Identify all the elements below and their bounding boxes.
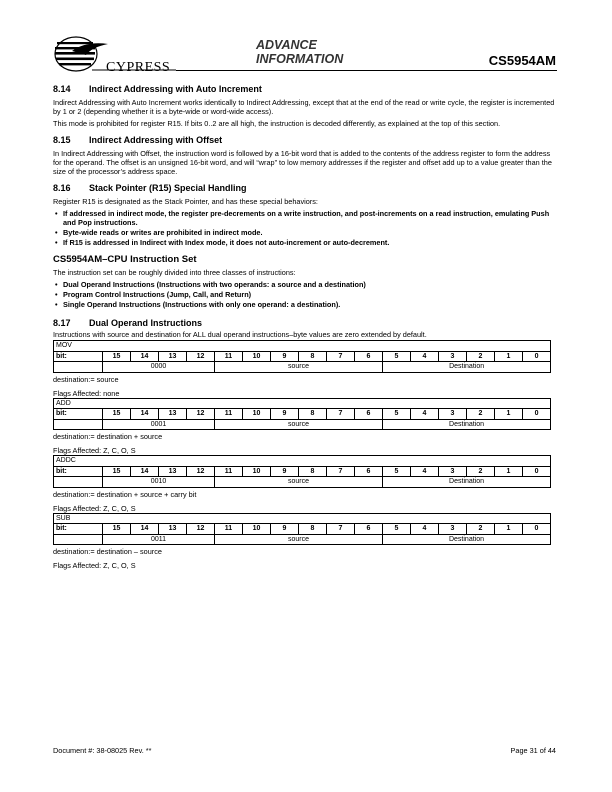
section-number: 8.16: [53, 183, 71, 193]
bit-number: 6: [355, 409, 383, 420]
bit-number: 14: [131, 409, 159, 420]
header-rule: [176, 70, 557, 71]
bit-number: 11: [215, 524, 243, 535]
bit-number: 10: [243, 466, 271, 477]
flags-affected: Flags Affected: Z, C, O, S: [53, 446, 136, 455]
bit-number: 15: [103, 524, 131, 535]
bit-number: 12: [187, 351, 215, 362]
bit-number: 12: [187, 466, 215, 477]
opcode-field: 0010: [103, 477, 215, 488]
advance-line-1: ADVANCE: [256, 38, 317, 52]
list-item: • Dual Operand Instructions (Instructions with two operands: a source and a destination): [53, 280, 559, 289]
section-heading: CS5954AM–CPU Instruction Set: [53, 254, 197, 265]
opcode-field: 0011: [103, 534, 215, 545]
instruction-table: [53, 513, 551, 546]
bit-number: 5: [383, 409, 411, 420]
bit-number: 13: [159, 409, 187, 420]
bit-number: 10: [243, 409, 271, 420]
paragraph: Instructions with source and destination for ALL dual operand instructions–byte values are zero extended by default.: [53, 330, 427, 339]
paragraph: In Indirect Addressing with Offset, the instruction word is followed by a 16-bit word that is added to the contents of the address register to form the address for the operand. The offset is an unsigned 16-bit word, and will “wrap” to low memory addresses if the register and offset add up to a value greater than the size of the processor’s address space.: [53, 149, 552, 176]
bit-number: 5: [383, 351, 411, 362]
bit-number: 9: [271, 351, 299, 362]
bit-label: bit:: [54, 409, 103, 420]
instruction-operation: destination:= destination – source: [53, 547, 162, 556]
bit-number: 1: [495, 466, 523, 477]
document-number: Document #: 38-08025 Rev. **: [53, 746, 152, 755]
flags-affected: Flags Affected: Z, C, O, S: [53, 503, 136, 513]
advance-information-label: [256, 38, 343, 66]
section-number: 8.17: [53, 318, 71, 328]
list-item: • Single Operand Instructions (Instructions with only one operand: a destination).: [53, 300, 559, 309]
bit-number: 14: [131, 351, 159, 362]
section-heading: [53, 318, 559, 329]
section-title: Stack Pointer (R15) Special Handling: [89, 183, 247, 193]
bit-number: 0: [523, 524, 551, 535]
bit-number: 12: [187, 524, 215, 535]
instruction-mnemonic: SUB: [54, 513, 551, 524]
destination-field: Destination: [383, 534, 551, 545]
bit-number: 3: [439, 524, 467, 535]
instruction-mnemonic: ADD: [54, 398, 551, 409]
bit-number: 10: [243, 524, 271, 535]
bit-number: 15: [103, 466, 131, 477]
bit-number: 7: [327, 524, 355, 535]
section-title: Dual Operand Instructions: [89, 318, 203, 328]
instruction-table: [53, 455, 551, 488]
bit-number: 2: [467, 466, 495, 477]
bit-number: 7: [327, 409, 355, 420]
bit-number: 15: [103, 351, 131, 362]
bit-number: 11: [215, 409, 243, 420]
destination-field: Destination: [383, 477, 551, 488]
paragraph: Register R15 is designated as the Stack Pointer, and has these special behaviors:: [53, 197, 318, 206]
section-title: Indirect Addressing with Offset: [89, 135, 223, 145]
paragraph: The instruction set can be roughly divided into three classes of instructions:: [53, 268, 296, 277]
bit-number: 14: [131, 466, 159, 477]
bit-label: bit:: [54, 524, 103, 535]
bit-number: 10: [243, 351, 271, 362]
bit-number: 6: [355, 351, 383, 362]
bit-number: 3: [439, 466, 467, 477]
destination-field: Destination: [383, 419, 551, 430]
section-title: Indirect Addressing with Auto Increment: [89, 84, 262, 94]
bit-number: 15: [103, 409, 131, 420]
page-number: Page 31 of 44: [510, 746, 556, 755]
empty-cell: [54, 362, 103, 373]
instruction-table: [53, 340, 551, 373]
destination-field: Destination: [383, 362, 551, 373]
bit-number: 13: [159, 466, 187, 477]
section-heading: [53, 135, 559, 146]
section-number: 8.15: [53, 135, 71, 145]
bit-number: 5: [383, 466, 411, 477]
bit-number: 9: [271, 409, 299, 420]
bit-number: 2: [467, 524, 495, 535]
bit-number: 8: [299, 351, 327, 362]
list-item: • Program Control Instructions (Jump, Call, and Return): [53, 290, 559, 299]
bullet-list: [53, 280, 559, 309]
bit-number: 4: [411, 524, 439, 535]
bit-number: 0: [523, 466, 551, 477]
empty-cell: [54, 419, 103, 430]
bit-number: 2: [467, 351, 495, 362]
instruction-operation: destination:= source: [53, 374, 119, 384]
list-item: • If R15 is addressed in Indirect with Index mode, it does not auto-increment or auto-decrement.: [53, 238, 559, 247]
bit-number: 1: [495, 409, 523, 420]
bit-number: 11: [215, 466, 243, 477]
source-field: source: [215, 477, 383, 488]
part-number: CS5954AM: [488, 53, 556, 68]
bit-number: 11: [215, 351, 243, 362]
bit-number: 4: [411, 466, 439, 477]
section-heading: [53, 84, 559, 95]
source-field: source: [215, 534, 383, 545]
bullet-list: [53, 209, 559, 247]
bit-number: 3: [439, 351, 467, 362]
bit-label: bit:: [54, 466, 103, 477]
bit-number: 1: [495, 524, 523, 535]
section-8-17: [53, 318, 559, 570]
paragraph: Indirect Addressing with Auto Increment works identically to Indirect Addressing, except that at the end of the read or write cycle, the register is incremented by 1 or 2 (depending whether it is a byte-wide or word-wide access).: [53, 98, 555, 116]
advance-line-2: INFORMATION: [256, 52, 344, 66]
bit-number: 13: [159, 351, 187, 362]
bit-number: 0: [523, 351, 551, 362]
section-heading: [53, 183, 559, 194]
flags-affected: Flags Affected: none: [53, 388, 120, 398]
bit-number: 9: [271, 524, 299, 535]
cpu-instruction-set-section: [53, 254, 559, 309]
instruction-operation: destination:= destination + source: [53, 432, 163, 441]
bit-number: 7: [327, 466, 355, 477]
bit-number: 8: [299, 409, 327, 420]
instruction-mnemonic: ADDC: [54, 456, 551, 467]
empty-cell: [54, 477, 103, 488]
instruction-operation: destination:= destination + source + carry bit: [53, 489, 197, 499]
source-field: source: [215, 362, 383, 373]
opcode-field: 0000: [103, 362, 215, 373]
main-content: [53, 84, 559, 570]
bit-number: 4: [411, 409, 439, 420]
bit-number: 13: [159, 524, 187, 535]
instruction-tables: [53, 340, 559, 570]
empty-cell: [54, 534, 103, 545]
section-8-15: [53, 135, 559, 176]
instruction-mnemonic: MOV: [54, 341, 551, 352]
bit-number: 7: [327, 351, 355, 362]
bit-number: 5: [383, 524, 411, 535]
bit-number: 1: [495, 351, 523, 362]
bit-number: 14: [131, 524, 159, 535]
source-field: source: [215, 419, 383, 430]
bit-number: 8: [299, 466, 327, 477]
bit-number: 6: [355, 466, 383, 477]
list-item: • If addressed in indirect mode, the register pre-decrements on a write instruction, and post-increments on a read instruction, emulating Push and Pop instructions.: [53, 209, 559, 227]
bit-number: 2: [467, 409, 495, 420]
bit-number: 3: [439, 409, 467, 420]
instruction-table: [53, 398, 551, 431]
bit-number: 12: [187, 409, 215, 420]
opcode-field: 0001: [103, 419, 215, 430]
list-item: • Byte-wide reads or writes are prohibited in indirect mode.: [53, 228, 559, 237]
section-number: 8.14: [53, 84, 71, 94]
bit-number: 6: [355, 524, 383, 535]
bit-number: 9: [271, 466, 299, 477]
section-8-16: [53, 183, 559, 247]
flags-affected: Flags Affected: Z, C, O, S: [53, 561, 136, 570]
bit-number: 4: [411, 351, 439, 362]
bit-number: 8: [299, 524, 327, 535]
paragraph: This mode is prohibited for register R15. If bits 0..2 are all high, the instruction is decoded differently, as explained at the top of this section.: [53, 119, 501, 128]
section-8-14: [53, 84, 559, 128]
bit-number: 0: [523, 409, 551, 420]
bit-label: bit:: [54, 351, 103, 362]
brand-name: CYPRESS: [106, 60, 171, 75]
